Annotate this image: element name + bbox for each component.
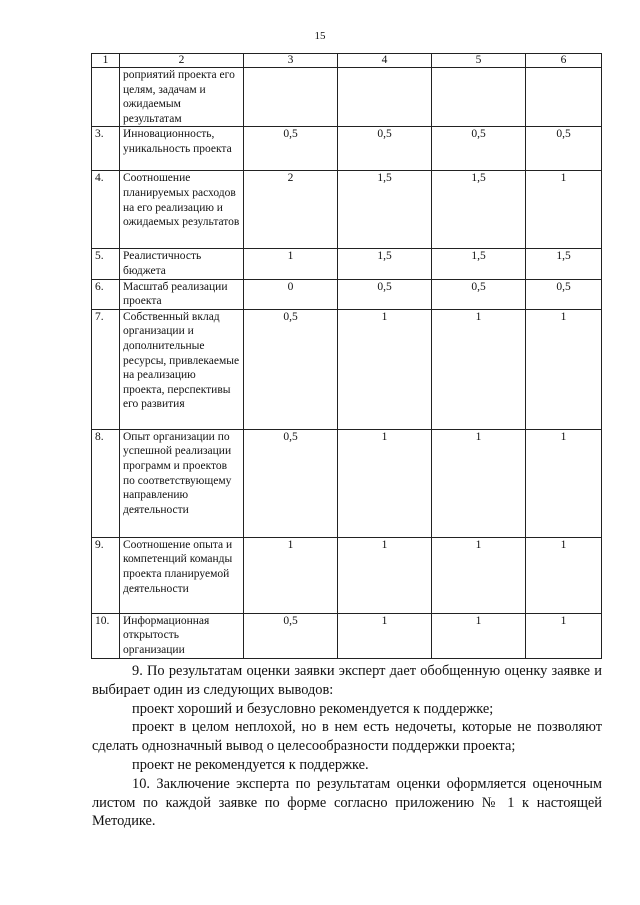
table-row: [92, 537, 602, 613]
header-cell: 2: [120, 54, 244, 68]
table-row: [92, 127, 602, 171]
row-number: 7.: [92, 309, 120, 429]
score-cell: 0,5: [244, 429, 338, 537]
header-cell: 4: [338, 54, 432, 68]
score-cell: [244, 68, 338, 127]
score-cell: [338, 68, 432, 127]
score-cell: 1: [526, 309, 602, 429]
table-row: [92, 429, 602, 537]
header-cell: 1: [92, 54, 120, 68]
table-row: [92, 309, 602, 429]
criterion-cell: Соотношение опыта и компетенций команды проекта планируемой деятельности: [120, 537, 244, 613]
table-row: [92, 171, 602, 249]
score-cell: 1: [526, 613, 602, 658]
score-cell: 0,5: [526, 279, 602, 309]
score-cell: 1: [432, 309, 526, 429]
body-text: [92, 662, 602, 831]
score-cell: 1: [338, 309, 432, 429]
score-cell: 1: [338, 613, 432, 658]
score-cell: 1,5: [526, 249, 602, 279]
paragraph-9: 9. По результатам оценки заявки эксперт дает обобщенную оценку заявке и выбирает один из следующих выводов:: [92, 663, 602, 698]
score-cell: 1: [244, 249, 338, 279]
header-cell: 3: [244, 54, 338, 68]
score-cell: 0,5: [244, 613, 338, 658]
score-cell: 1: [526, 537, 602, 613]
table-row: [92, 613, 602, 658]
score-cell: 1,5: [338, 171, 432, 249]
score-cell: 1: [432, 429, 526, 537]
row-number: 6.: [92, 279, 120, 309]
header-cell: 6: [526, 54, 602, 68]
row-number: 9.: [92, 537, 120, 613]
row-number: 10.: [92, 613, 120, 658]
criterion-cell: Масштаб реализации проекта: [120, 279, 244, 309]
criterion-cell: Собственный вклад организации и дополнительные ресурсы, привлекаемые на реализацию проекта, перспективы его развития: [120, 309, 244, 429]
criterion-cell: Соотношение планируемых расходов на его реализацию и ожидаемых результатов: [120, 171, 244, 249]
score-cell: [432, 68, 526, 127]
score-cell: 1,5: [432, 249, 526, 279]
score-cell: 1,5: [338, 249, 432, 279]
table-row: [92, 249, 602, 279]
score-cell: 0,5: [338, 127, 432, 171]
criterion-cell: Опыт организации по успешной реализации программ и проектов по соответствующему направлению деятельности: [120, 429, 244, 537]
score-cell: 0,5: [432, 127, 526, 171]
criterion-cell: Реалистичность бюджета: [120, 249, 244, 279]
row-number: 4.: [92, 171, 120, 249]
score-cell: 1: [338, 429, 432, 537]
criterion-cell: роприятий проекта его целям, задачам и ожидаемым результатам: [120, 68, 244, 127]
row-number: 5.: [92, 249, 120, 279]
row-number: 3.: [92, 127, 120, 171]
score-cell: 0,5: [432, 279, 526, 309]
criterion-cell: Информационная открытость организации: [120, 613, 244, 658]
table-row: [92, 279, 602, 309]
conclusion-option-3: проект не рекомендуется к поддержке.: [132, 756, 369, 773]
table-row: [92, 68, 602, 127]
evaluation-criteria-table: [91, 53, 602, 659]
score-cell: 2: [244, 171, 338, 249]
score-cell: 1: [526, 171, 602, 249]
paragraph-10: 10. Заключение эксперта по результатам оценки оформляется оценочным листом по каждой заявке по форме согласно приложению № 1 к настоящей Методике.: [92, 775, 602, 830]
score-cell: 0,5: [244, 127, 338, 171]
score-cell: 1: [526, 429, 602, 537]
conclusion-option-1: проект хороший и безусловно рекомендуется к поддержке;: [132, 700, 494, 717]
score-cell: 1: [244, 537, 338, 613]
score-cell: 0,5: [526, 127, 602, 171]
score-cell: 0,5: [338, 279, 432, 309]
page-number: 15: [314, 30, 326, 42]
score-cell: [526, 68, 602, 127]
score-cell: 1,5: [432, 171, 526, 249]
score-cell: 0,5: [244, 309, 338, 429]
conclusion-option-2: проект в целом неплохой, но в нем есть недочеты, которые не позволяют сделать однозначный вывод о целесообразности поддержки проекта;: [92, 719, 602, 755]
score-cell: 1: [338, 537, 432, 613]
score-cell: 1: [432, 537, 526, 613]
score-cell: 1: [432, 613, 526, 658]
criterion-cell: Инновационность, уникальность проекта: [120, 127, 244, 171]
table-header-row: [92, 54, 602, 68]
header-cell: 5: [432, 54, 526, 68]
row-number: 8.: [92, 429, 120, 537]
score-cell: 0: [244, 279, 338, 309]
row-number: [92, 68, 120, 127]
